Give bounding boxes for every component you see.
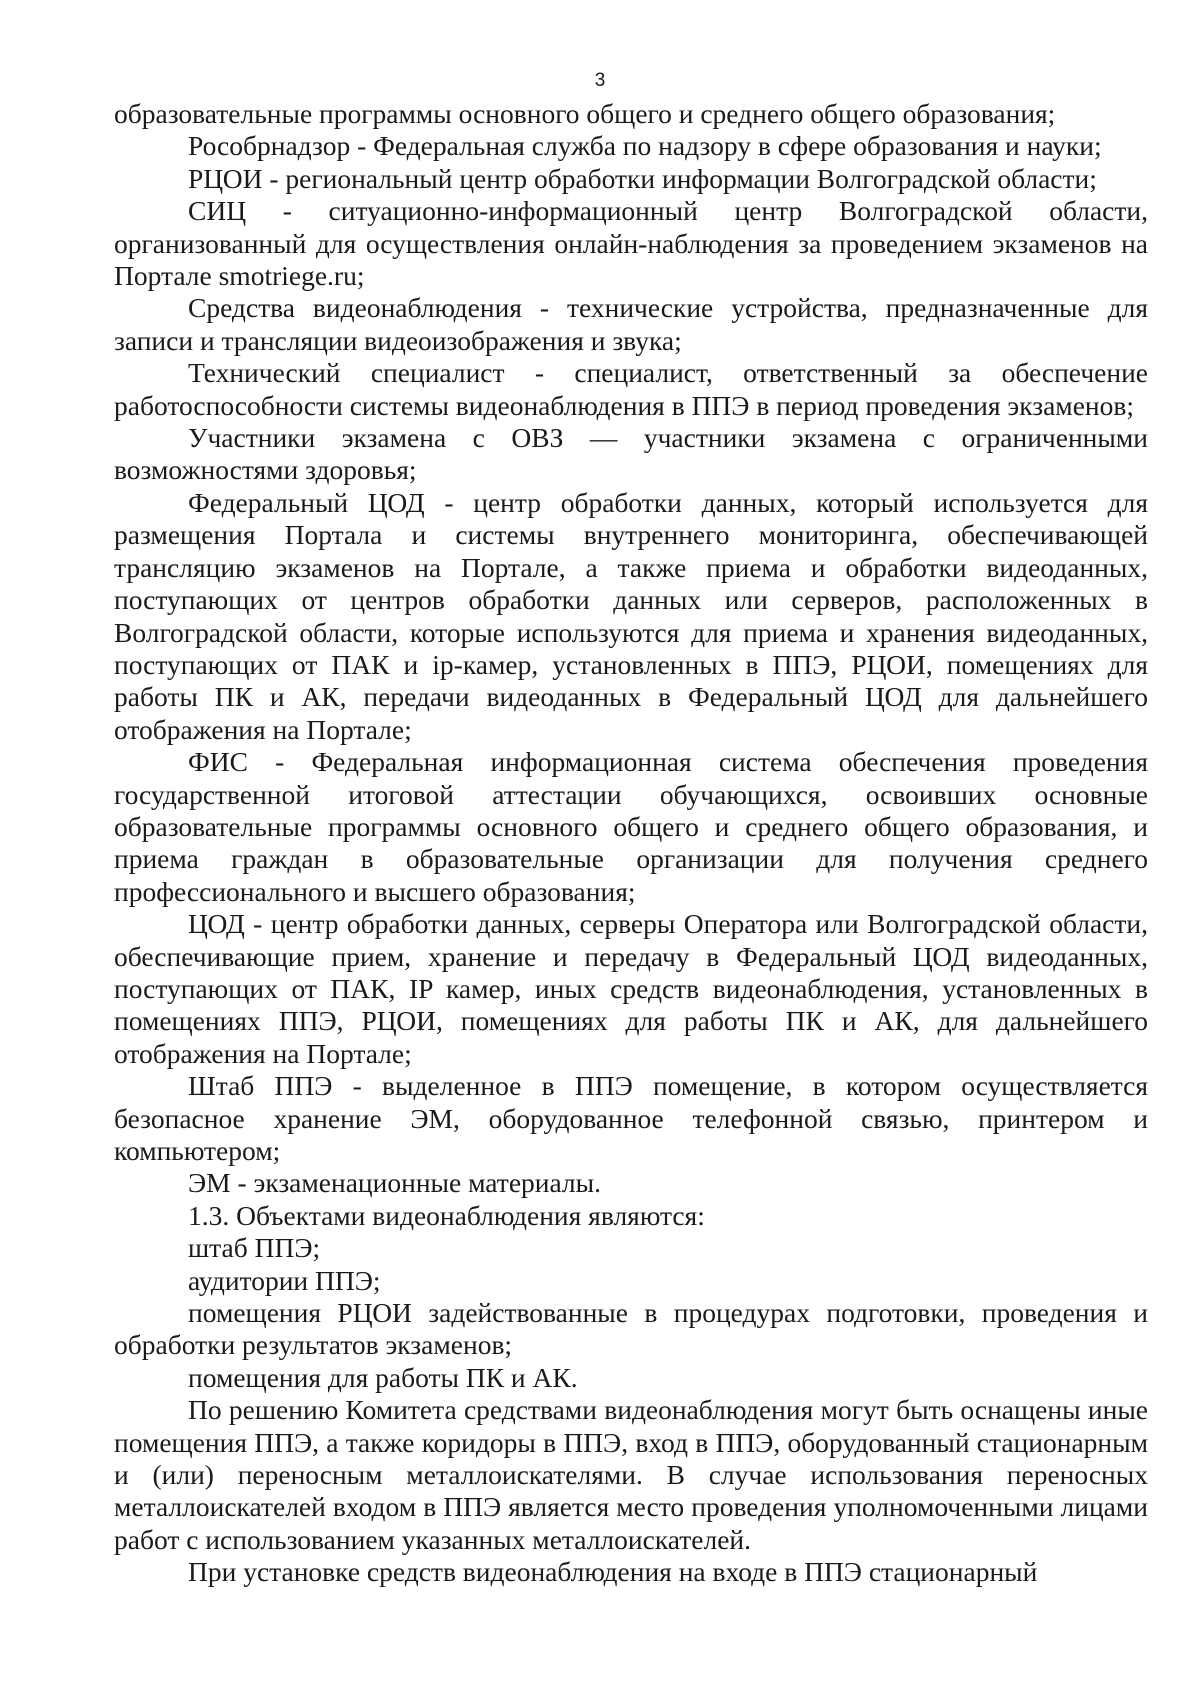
paragraph: Штаб ППЭ - выделенное в ППЭ помещение, в котором осуществляется безопасное хранение ЭМ, оборудованное телефонной связью, принтером и компьютером; xyxy=(114,1070,1148,1166)
paragraph: 1.3. Объектами видеонаблюдения являются: xyxy=(188,1199,705,1231)
paragraph: образовательные программы основного общего и среднего общего образования; xyxy=(114,98,1056,129)
paragraph: СИЦ - ситуационно-информационный центр Волгоградской области, организованный для осуществления онлайн-наблюдения за проведением экзаменов на Портале smotriege.ru; xyxy=(114,195,1148,292)
paragraph: ЭМ - экзаменационные материалы. xyxy=(188,1167,602,1199)
paragraph: аудитории ППЭ; xyxy=(188,1264,381,1296)
paragraph: Федеральный ЦОД - центр обработки данных, который используется для размещения Портала и системы внутреннего мониторинга, обеспечивающей трансляцию экзаменов на Портале, а также приема и обработки видеоданных, поступающих от центров обработки данных или серверов, расположенных в Волгоградской области, которые используются для приема и хранения видеоданных, поступающих от ПАК и ip-камер, установленных в ППЭ, РЦОИ, помещениях для работы ПК и АК, передачи видеоданных в Федеральный ЦОД для дальнейшего отображения на Портале; xyxy=(114,486,1148,745)
paragraph: штаб ППЭ; xyxy=(188,1232,321,1264)
paragraph: Средства видеонаблюдения - технические устройства, предназначенные для записи и трансляции видеоизображения и звука; xyxy=(114,292,1148,356)
paragraph: Технический специалист - специалист, ответственный за обеспечение работоспособности системы видеонаблюдения в ППЭ в период проведения экзаменов; xyxy=(114,357,1148,421)
paragraph: помещения РЦОИ задействованные в процедурах подготовки, проведения и обработки результатов экзаменов; xyxy=(114,1297,1148,1361)
document-body xyxy=(114,98,1148,1589)
paragraph: ЦОД - центр обработки данных, серверы Оператора или Волгоградской области, обеспечивающие прием, хранение и передачу в Федеральный ЦОД видеоданных, поступающих от ПАК, IP камер, иных средств видеонаблюдения, установленных в помещениях ППЭ, РЦОИ, помещениях для работы ПК и АК, для дальнейшего отображения на Портале; xyxy=(114,908,1148,1069)
paragraph: Рособрнадзор - Федеральная служба по надзору в сфере образования и науки; xyxy=(188,130,1102,162)
paragraph: помещения для работы ПК и АК. xyxy=(188,1361,578,1393)
paragraph: По решению Комитета средствами видеонаблюдения могут быть оснащены иные помещения ППЭ, а также коридоры в ППЭ, вход в ППЭ, оборудованный стационарным и (или) переносным металлоискателями. В случае использования переносных металлоискателей входом в ППЭ является место проведения уполномоченными лицами работ с использованием указанных металлоискателей. xyxy=(114,1394,1148,1555)
paragraph: ФИС - Федеральная информационная система обеспечения проведения государственной итоговой аттестации обучающихся, освоивших основные образовательные программы основного общего и среднего общего образования, и приема граждан в образовательные организации для получения среднего профессионального и высшего образования; xyxy=(114,746,1148,907)
paragraph: Участники экзамена с ОВЗ — участники экзамена с ограниченными возможностями здоровья; xyxy=(114,422,1148,486)
paragraph: РЦОИ - региональный центр обработки информации Волгоградской области; xyxy=(188,162,1097,194)
page-number: 3 xyxy=(594,70,606,91)
paragraph: При установке средств видеонаблюдения на входе в ППЭ стационарный xyxy=(188,1556,1038,1588)
